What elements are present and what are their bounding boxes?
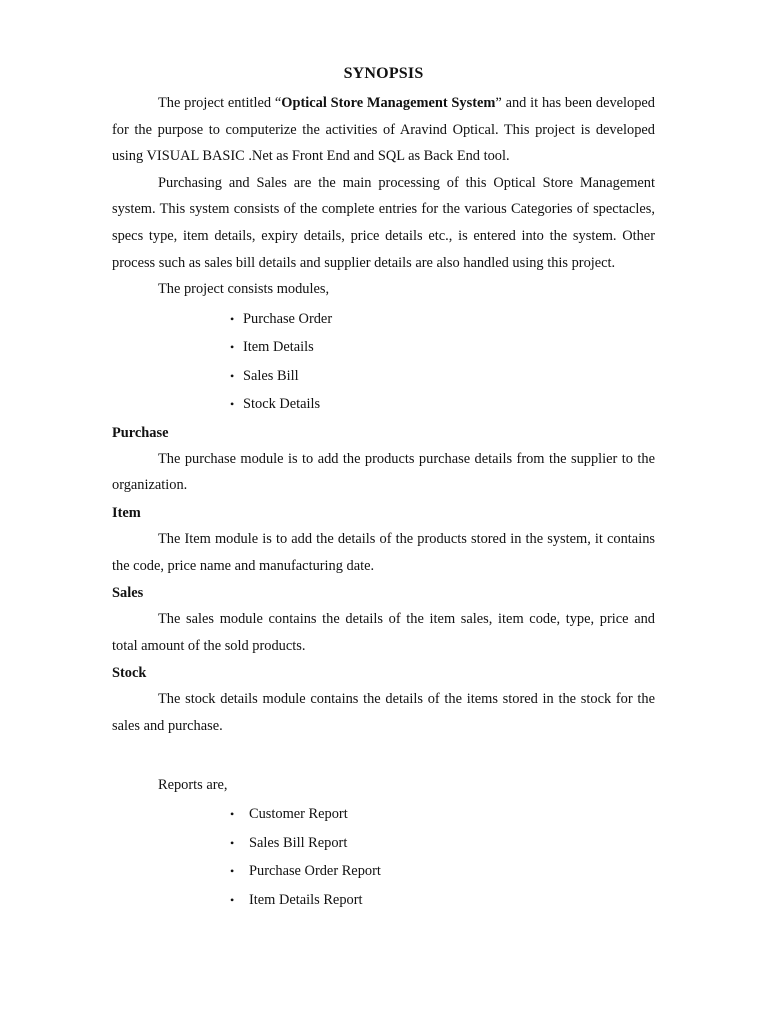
module-label: Purchase Order (243, 310, 333, 327)
section-text-stock: The stock details module contains the details of the items stored in the stock for the sales and purchase. (112, 691, 655, 734)
section-heading-sales: Sales (112, 585, 144, 602)
list-item (112, 800, 655, 829)
project-name: Optical Store Management System (281, 95, 496, 111)
list-item (112, 333, 655, 362)
document-page (112, 58, 655, 914)
document-title: SYNOPSIS (343, 65, 424, 82)
module-label: Item Details (243, 339, 314, 356)
bullet-icon: • (230, 864, 235, 879)
section-heading-purchase: Purchase (112, 424, 169, 441)
modules-list (112, 305, 655, 419)
reports-list (112, 800, 655, 914)
list-item (112, 886, 655, 915)
reports-intro: Reports are, (158, 776, 228, 793)
module-label: Stock Details (243, 396, 321, 413)
list-item (112, 305, 655, 334)
report-label: Item Details Report (249, 891, 363, 908)
bullet-icon: • (230, 807, 235, 822)
bullet-icon: • (230, 397, 235, 412)
intro-paragraph (112, 90, 655, 170)
processing-paragraph: Purchasing and Sales are the main processing of this Optical Store Management system. This system consists of the complete entries for the various Categories of spectacles, specs type, item details, expiry details, price details etc., is entered into the system. Other process such as sales bill details and supplier details are also handled using this project. (112, 174, 655, 271)
report-label: Sales Bill Report (249, 834, 348, 851)
bullet-icon: • (230, 892, 235, 907)
bullet-icon: • (230, 835, 235, 850)
bullet-icon: • (230, 368, 235, 383)
section-heading-item: Item (112, 504, 141, 521)
list-item (112, 390, 655, 419)
report-label: Purchase Order Report (249, 863, 381, 880)
module-label: Sales Bill (243, 367, 299, 384)
reports-block (112, 772, 655, 915)
section-text-sales: The sales module contains the details of the item sales, item code, type, price and total amount of the sold products. (112, 611, 655, 654)
intro-text-after: ” and it has been developed for the purpose to computerize the activities of Aravind Optical. This project is developed using VISUAL BASIC .Net as Front End and SQL as Back End tool. (112, 95, 656, 165)
list-item (112, 857, 655, 886)
bullet-icon: • (230, 340, 235, 355)
list-item (112, 362, 655, 391)
section-text-purchase: The purchase module is to add the products purchase details from the supplier to the organization. (112, 450, 655, 494)
section-heading-stock: Stock (112, 665, 147, 682)
report-label: Customer Report (249, 806, 348, 823)
section-text-item: The Item module is to add the details of the products stored in the system, it contains the code, price name and manufacturing date. (112, 530, 655, 574)
list-item (112, 829, 655, 858)
modules-intro: The project consists modules, (158, 281, 330, 298)
bullet-icon: • (230, 311, 235, 326)
intro-text-before: The project entitled “ (158, 95, 282, 111)
